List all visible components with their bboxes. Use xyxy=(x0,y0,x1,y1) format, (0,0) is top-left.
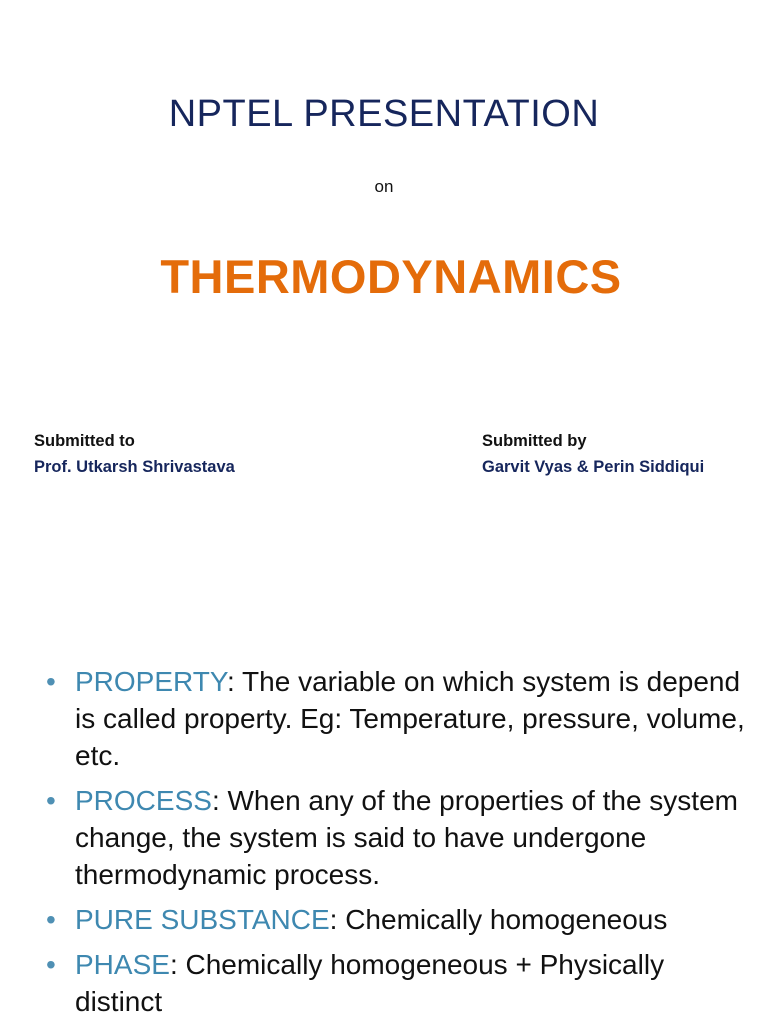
presentation-title: NPTEL PRESENTATION xyxy=(168,93,600,135)
list-item xyxy=(46,663,746,774)
bullet-icon: • xyxy=(46,949,56,980)
definition-term: PROCESS xyxy=(75,785,212,816)
definition-text: : Chemically homogeneous xyxy=(329,904,668,935)
list-item xyxy=(46,782,746,893)
submitted-by-names: Garvit Vyas & Perin Siddiqui xyxy=(482,458,705,476)
submitted-by-block xyxy=(482,428,704,480)
on-text: on xyxy=(374,177,394,196)
bullet-icon: • xyxy=(46,666,56,697)
submitted-to-name: Prof. Utkarsh Shrivastava xyxy=(34,458,235,476)
submitted-to-block xyxy=(34,428,235,480)
submitted-by-label: Submitted by xyxy=(482,432,587,450)
bullet-icon: • xyxy=(46,785,56,816)
definition-text: : When any of the properties of the system change, the system is said to have undergone thermodynamic process. xyxy=(75,785,738,890)
main-title: THERMODYNAMICS xyxy=(160,250,622,303)
list-item xyxy=(46,901,746,938)
definition-term: PHASE xyxy=(75,949,170,980)
submitted-to-label: Submitted to xyxy=(34,432,135,450)
definition-text: : Chemically homogeneous + Physically distinct xyxy=(75,949,665,1017)
list-item xyxy=(46,946,746,1020)
definitions-slide xyxy=(0,560,768,1024)
definition-term: PURE SUBSTANCE xyxy=(75,904,330,935)
definition-term: PROPERTY xyxy=(75,666,227,697)
definition-list xyxy=(46,663,746,1024)
bullet-icon: • xyxy=(46,904,56,935)
definition-text: : The variable on which system is depend is called property. Eg: Temperature, pressure, volume, etc. xyxy=(75,666,745,771)
